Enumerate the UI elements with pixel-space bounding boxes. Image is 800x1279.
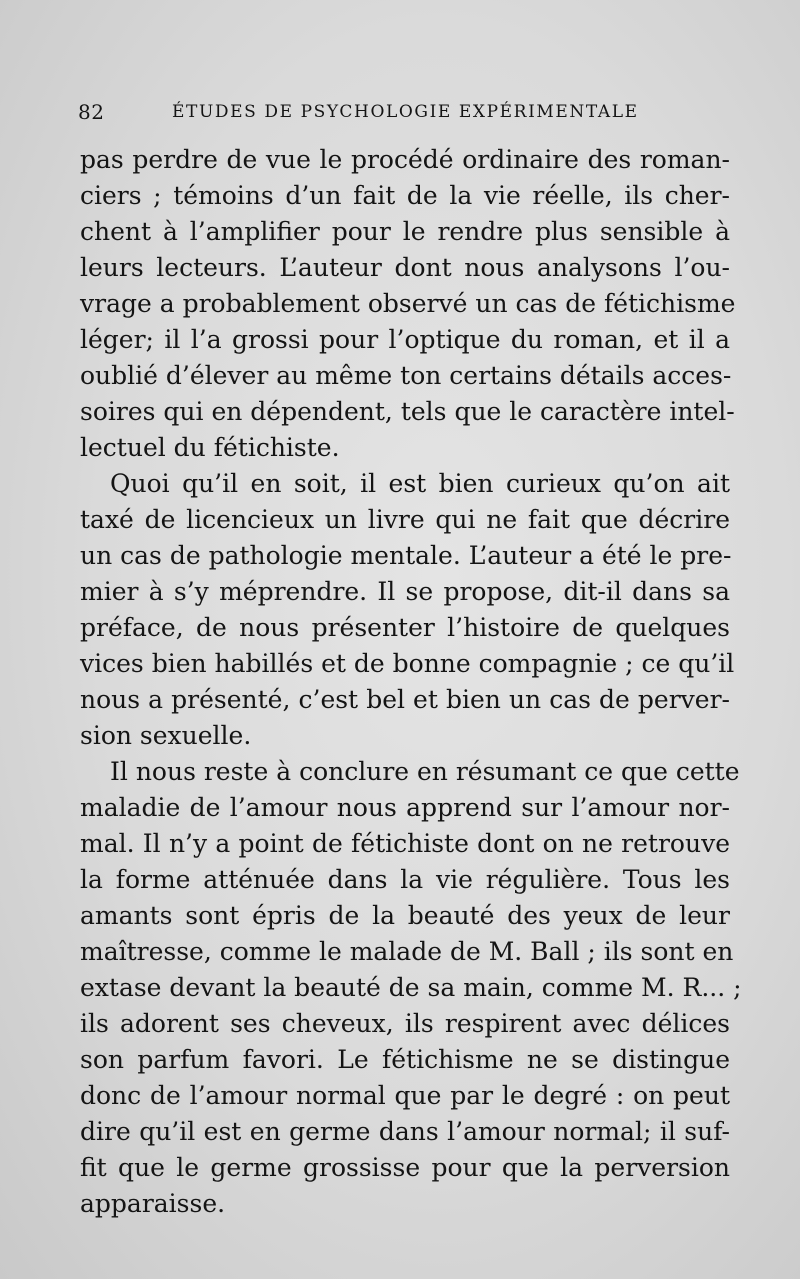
text-line: apparaisse. <box>80 1189 226 1218</box>
text-line: oublié d’élever au même ton certains détails acces- <box>80 361 732 390</box>
paragraph-quoi-quil-en-soit <box>80 466 735 754</box>
text-line: préface, de nous présenter l’histoire de quelques <box>80 613 730 642</box>
text-line: amants sont épris de la beauté des yeux de leur <box>80 901 730 930</box>
text-line: nous a présenté, c’est bel et bien un cas de perver- <box>80 685 730 714</box>
text-line: leurs lecteurs. L’auteur dont nous analysons l’ou- <box>80 253 730 282</box>
text-line: soires qui en dépendent, tels que le caractère intel- <box>80 397 735 426</box>
paragraph-il-nous-reste <box>80 754 742 1222</box>
text-line: Il nous reste à conclure en résumant ce que cette <box>110 757 740 786</box>
text-line: sion sexuelle. <box>80 721 252 750</box>
text-line: lectuel du fétichiste. <box>80 433 340 462</box>
running-title: ÉTUDES DE PSYCHOLOGIE EXPÉRIMENTALE <box>172 102 639 122</box>
text-line: la forme atténuée dans la vie régulière. Tous les <box>80 865 730 894</box>
text-line: taxé de licencieux un livre qui ne fait que décrire <box>80 505 730 534</box>
text-line: ils adorent ses cheveux, ils respirent avec délices <box>80 1009 730 1038</box>
text-line: Quoi qu’il en soit, il est bien curieux qu’on ait <box>110 469 730 498</box>
text-line: un cas de pathologie mentale. L’auteur a été le pre- <box>80 541 732 570</box>
running-head <box>78 100 728 130</box>
text-line: donc de l’amour normal que par le degré : on peut <box>80 1081 730 1110</box>
text-line: ciers ; témoins d’un fait de la vie réelle, ils cher- <box>80 181 730 210</box>
text-line: extase devant la beauté de sa main, comme M. R... ; <box>80 973 742 1002</box>
page-number: 82 <box>78 100 105 124</box>
text-line: vices bien habillés et de bonne compagnie ; ce qu’il <box>80 649 735 678</box>
text-line: maladie de l’amour nous apprend sur l’amour nor- <box>80 793 730 822</box>
body-text <box>80 142 742 1222</box>
text-line: maîtresse, comme le malade de M. Ball ; ils sont en <box>80 937 734 966</box>
paragraph-continuation <box>80 142 736 466</box>
text-line: dire qu’il est en germe dans l’amour normal; il suf- <box>80 1117 730 1146</box>
text-line: mal. Il n’y a point de fétichiste dont on ne retrouve <box>80 829 730 858</box>
text-line: léger; il l’a grossi pour l’optique du roman, et il a <box>80 325 730 354</box>
text-line: vrage a probablement observé un cas de fétichisme <box>80 289 736 318</box>
text-line: pas perdre de vue le procédé ordinaire des roman- <box>80 145 730 174</box>
text-line: mier à s’y méprendre. Il se propose, dit-il dans sa <box>80 577 730 606</box>
text-line: fit que le germe grossisse pour que la perversion <box>80 1153 730 1182</box>
text-line: son parfum favori. Le fétichisme ne se distingue <box>80 1045 730 1074</box>
text-line: chent à l’amplifier pour le rendre plus sensible à <box>80 217 730 246</box>
